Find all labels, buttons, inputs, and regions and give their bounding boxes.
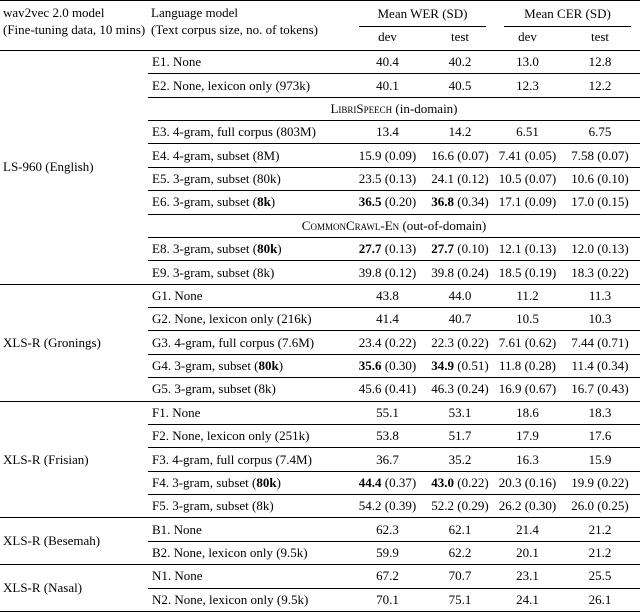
header-cer-dev: dev	[518, 29, 537, 44]
wer-dev-cell: 35.6 (0.30)	[350, 354, 425, 377]
language-model-cell: G1. None	[148, 284, 350, 307]
language-model-cell: G3. 4-gram, full corpus (7.6M)	[148, 331, 350, 354]
cer-dev-cell: 18.5 (0.19)	[495, 261, 560, 284]
cer-test-cell: 26.1	[560, 588, 640, 611]
language-model-cell: E4. 4-gram, subset (8M)	[148, 144, 350, 167]
wer-dev-cell: 41.4	[350, 308, 425, 331]
header-model-column	[0, 1, 148, 51]
wer-dev-cell: 59.9	[350, 541, 425, 564]
language-model-cell: E2. None, lexicon only (973k)	[148, 74, 350, 97]
wer-dev-cell: 27.7 (0.13)	[350, 237, 425, 260]
language-model-cell: N1. None	[148, 565, 350, 588]
wer-dev-cell: 23.4 (0.22)	[350, 331, 425, 354]
language-model-cell: E1. None	[148, 50, 350, 73]
header-lm-line2: (Text corpus size, no. of tokens)	[151, 21, 318, 37]
language-model-cell: B2. None, lexicon only (9.5k)	[148, 541, 350, 564]
wer-test-cell: 14.2	[425, 121, 495, 144]
wer-test-cell: 24.1 (0.12)	[425, 167, 495, 190]
language-model-cell: E9. 3-gram, subset (8k)	[148, 261, 350, 284]
header-model-line1: wav2vec 2.0 model	[3, 5, 105, 20]
cer-dev-cell: 12.1 (0.13)	[495, 237, 560, 260]
cer-dev-cell: 16.9 (0.67)	[495, 378, 560, 401]
wer-test-cell: 75.1	[425, 588, 495, 611]
corpus-section-label: CommonCrawl-En (out-of-domain)	[148, 214, 640, 237]
wer-test-cell: 35.2	[425, 448, 495, 471]
header-cer-group	[495, 1, 640, 28]
cer-test-cell: 19.9 (0.22)	[560, 471, 640, 494]
cer-test-cell: 12.2	[560, 74, 640, 97]
cer-dev-cell: 17.9	[495, 424, 560, 447]
wer-dev-cell: 70.1	[350, 588, 425, 611]
wer-dev-cell: 15.9 (0.09)	[350, 144, 425, 167]
cer-test-cell: 21.2	[560, 541, 640, 564]
wer-dev-cell: 36.5 (0.20)	[350, 191, 425, 214]
model-group-label: XLS-R (Besemah)	[0, 518, 148, 565]
table-body	[0, 50, 640, 611]
wer-dev-cell: 39.8 (0.12)	[350, 261, 425, 284]
cer-dev-cell: 10.5 (0.07)	[495, 167, 560, 190]
wer-test-cell: 40.2	[425, 50, 495, 73]
cer-test-cell: 15.9	[560, 448, 640, 471]
wer-dev-cell: 40.1	[350, 74, 425, 97]
cer-test-cell: 11.3	[560, 284, 640, 307]
wer-dev-cell: 67.2	[350, 565, 425, 588]
cer-test-cell: 16.7 (0.43)	[560, 378, 640, 401]
wer-test-cell: 62.2	[425, 541, 495, 564]
language-model-cell: F5. 3-gram, subset (8k)	[148, 495, 350, 518]
wer-dev-cell: 13.4	[350, 121, 425, 144]
cer-dev-cell: 13.0	[495, 50, 560, 73]
language-model-cell: B1. None	[148, 518, 350, 541]
wer-dev-cell: 53.8	[350, 424, 425, 447]
cer-dev-cell: 7.41 (0.05)	[495, 144, 560, 167]
header-wer-test: test	[450, 29, 470, 44]
cer-test-cell: 26.0 (0.25)	[560, 495, 640, 518]
header-lm-line1: Language model	[151, 5, 238, 20]
wer-test-cell: 40.5	[425, 74, 495, 97]
cer-dev-cell: 17.1 (0.09)	[495, 191, 560, 214]
wer-dev-cell: 54.2 (0.39)	[350, 495, 425, 518]
header-model-line2: (Fine-tuning data, 10 mins)	[3, 21, 146, 37]
header-cer-label: Mean CER (SD)	[504, 5, 631, 27]
cer-dev-cell: 6.51	[495, 121, 560, 144]
cer-test-cell: 21.2	[560, 518, 640, 541]
table-row	[0, 565, 640, 588]
header-wer-dev: dev	[378, 29, 397, 44]
wer-dev-cell: 40.4	[350, 50, 425, 73]
wer-test-cell: 39.8 (0.24)	[425, 261, 495, 284]
model-group-label: XLS-R (Frisian)	[0, 401, 148, 518]
cer-test-cell: 7.58 (0.07)	[560, 144, 640, 167]
corpus-section-label: LibriSpeech (in-domain)	[148, 97, 640, 120]
cer-test-cell: 17.6	[560, 424, 640, 447]
table-row	[0, 518, 640, 541]
wer-test-cell: 44.0	[425, 284, 495, 307]
header-wer-group	[350, 1, 495, 28]
wer-test-cell: 22.3 (0.22)	[425, 331, 495, 354]
wer-dev-cell: 44.4 (0.37)	[350, 471, 425, 494]
cer-dev-cell: 20.3 (0.16)	[495, 471, 560, 494]
wer-dev-cell: 45.6 (0.41)	[350, 378, 425, 401]
cer-test-cell: 18.3 (0.22)	[560, 261, 640, 284]
cer-dev-cell: 21.4	[495, 518, 560, 541]
cer-test-cell: 6.75	[560, 121, 640, 144]
cer-test-cell: 12.0 (0.13)	[560, 237, 640, 260]
cer-test-cell: 25.5	[560, 565, 640, 588]
wer-dev-cell: 43.8	[350, 284, 425, 307]
cer-dev-cell: 11.2	[495, 284, 560, 307]
language-model-cell: E3. 4-gram, full corpus (803M)	[148, 121, 350, 144]
language-model-cell: G4. 3-gram, subset (80k)	[148, 354, 350, 377]
wer-test-cell: 52.2 (0.29)	[425, 495, 495, 518]
cer-dev-cell: 16.3	[495, 448, 560, 471]
wer-dev-cell: 23.5 (0.13)	[350, 167, 425, 190]
wer-test-cell: 40.7	[425, 308, 495, 331]
language-model-cell: E8. 3-gram, subset (80k)	[148, 237, 350, 260]
cer-dev-cell: 12.3	[495, 74, 560, 97]
wer-test-cell: 51.7	[425, 424, 495, 447]
table-row	[0, 401, 640, 424]
wer-test-cell: 62.1	[425, 518, 495, 541]
cer-dev-cell: 20.1	[495, 541, 560, 564]
wer-test-cell: 27.7 (0.10)	[425, 237, 495, 260]
model-group-label: XLS-R (Nasal)	[0, 565, 148, 612]
header-language-model-column	[148, 1, 350, 51]
language-model-cell: F4. 3-gram, subset (80k)	[148, 471, 350, 494]
table-header	[0, 1, 640, 51]
cer-dev-cell: 18.6	[495, 401, 560, 424]
header-row-groups	[0, 1, 640, 28]
table-row	[0, 284, 640, 307]
language-model-cell: F1. None	[148, 401, 350, 424]
model-group-label: LS-960 (English)	[0, 50, 148, 284]
cer-dev-cell: 7.61 (0.62)	[495, 331, 560, 354]
language-model-cell: F3. 4-gram, full corpus (7.4M)	[148, 448, 350, 471]
wer-test-cell: 34.9 (0.51)	[425, 354, 495, 377]
cer-test-cell: 17.0 (0.15)	[560, 191, 640, 214]
wer-test-cell: 16.6 (0.07)	[425, 144, 495, 167]
cer-dev-cell: 26.2 (0.30)	[495, 495, 560, 518]
cer-test-cell: 10.6 (0.10)	[560, 167, 640, 190]
wer-test-cell: 43.0 (0.22)	[425, 471, 495, 494]
wer-test-cell: 53.1	[425, 401, 495, 424]
cer-test-cell: 11.4 (0.34)	[560, 354, 640, 377]
cer-dev-cell: 24.1	[495, 588, 560, 611]
language-model-cell: E6. 3-gram, subset (8k)	[148, 191, 350, 214]
wer-test-cell: 46.3 (0.24)	[425, 378, 495, 401]
wer-test-cell: 70.7	[425, 565, 495, 588]
wer-test-cell: 36.8 (0.34)	[425, 191, 495, 214]
language-model-cell: N2. None, lexicon only (9.5k)	[148, 588, 350, 611]
header-wer-label: Mean WER (SD)	[359, 5, 486, 27]
language-model-cell: F2. None, lexicon only (251k)	[148, 424, 350, 447]
cer-test-cell: 7.44 (0.71)	[560, 331, 640, 354]
wer-dev-cell: 55.1	[350, 401, 425, 424]
wer-dev-cell: 62.3	[350, 518, 425, 541]
model-group-label: XLS-R (Gronings)	[0, 284, 148, 401]
cer-test-cell: 12.8	[560, 50, 640, 73]
language-model-cell: E5. 3-gram, subset (80k)	[148, 167, 350, 190]
language-model-cell: G5. 3-gram, subset (8k)	[148, 378, 350, 401]
cer-dev-cell: 23.1	[495, 565, 560, 588]
cer-test-cell: 18.3	[560, 401, 640, 424]
cer-dev-cell: 10.5	[495, 308, 560, 331]
cer-test-cell: 10.3	[560, 308, 640, 331]
language-model-cell: G2. None, lexicon only (216k)	[148, 308, 350, 331]
header-cer-test: test	[590, 29, 610, 44]
table-row	[0, 50, 640, 73]
cer-dev-cell: 11.8 (0.28)	[495, 354, 560, 377]
wer-dev-cell: 36.7	[350, 448, 425, 471]
